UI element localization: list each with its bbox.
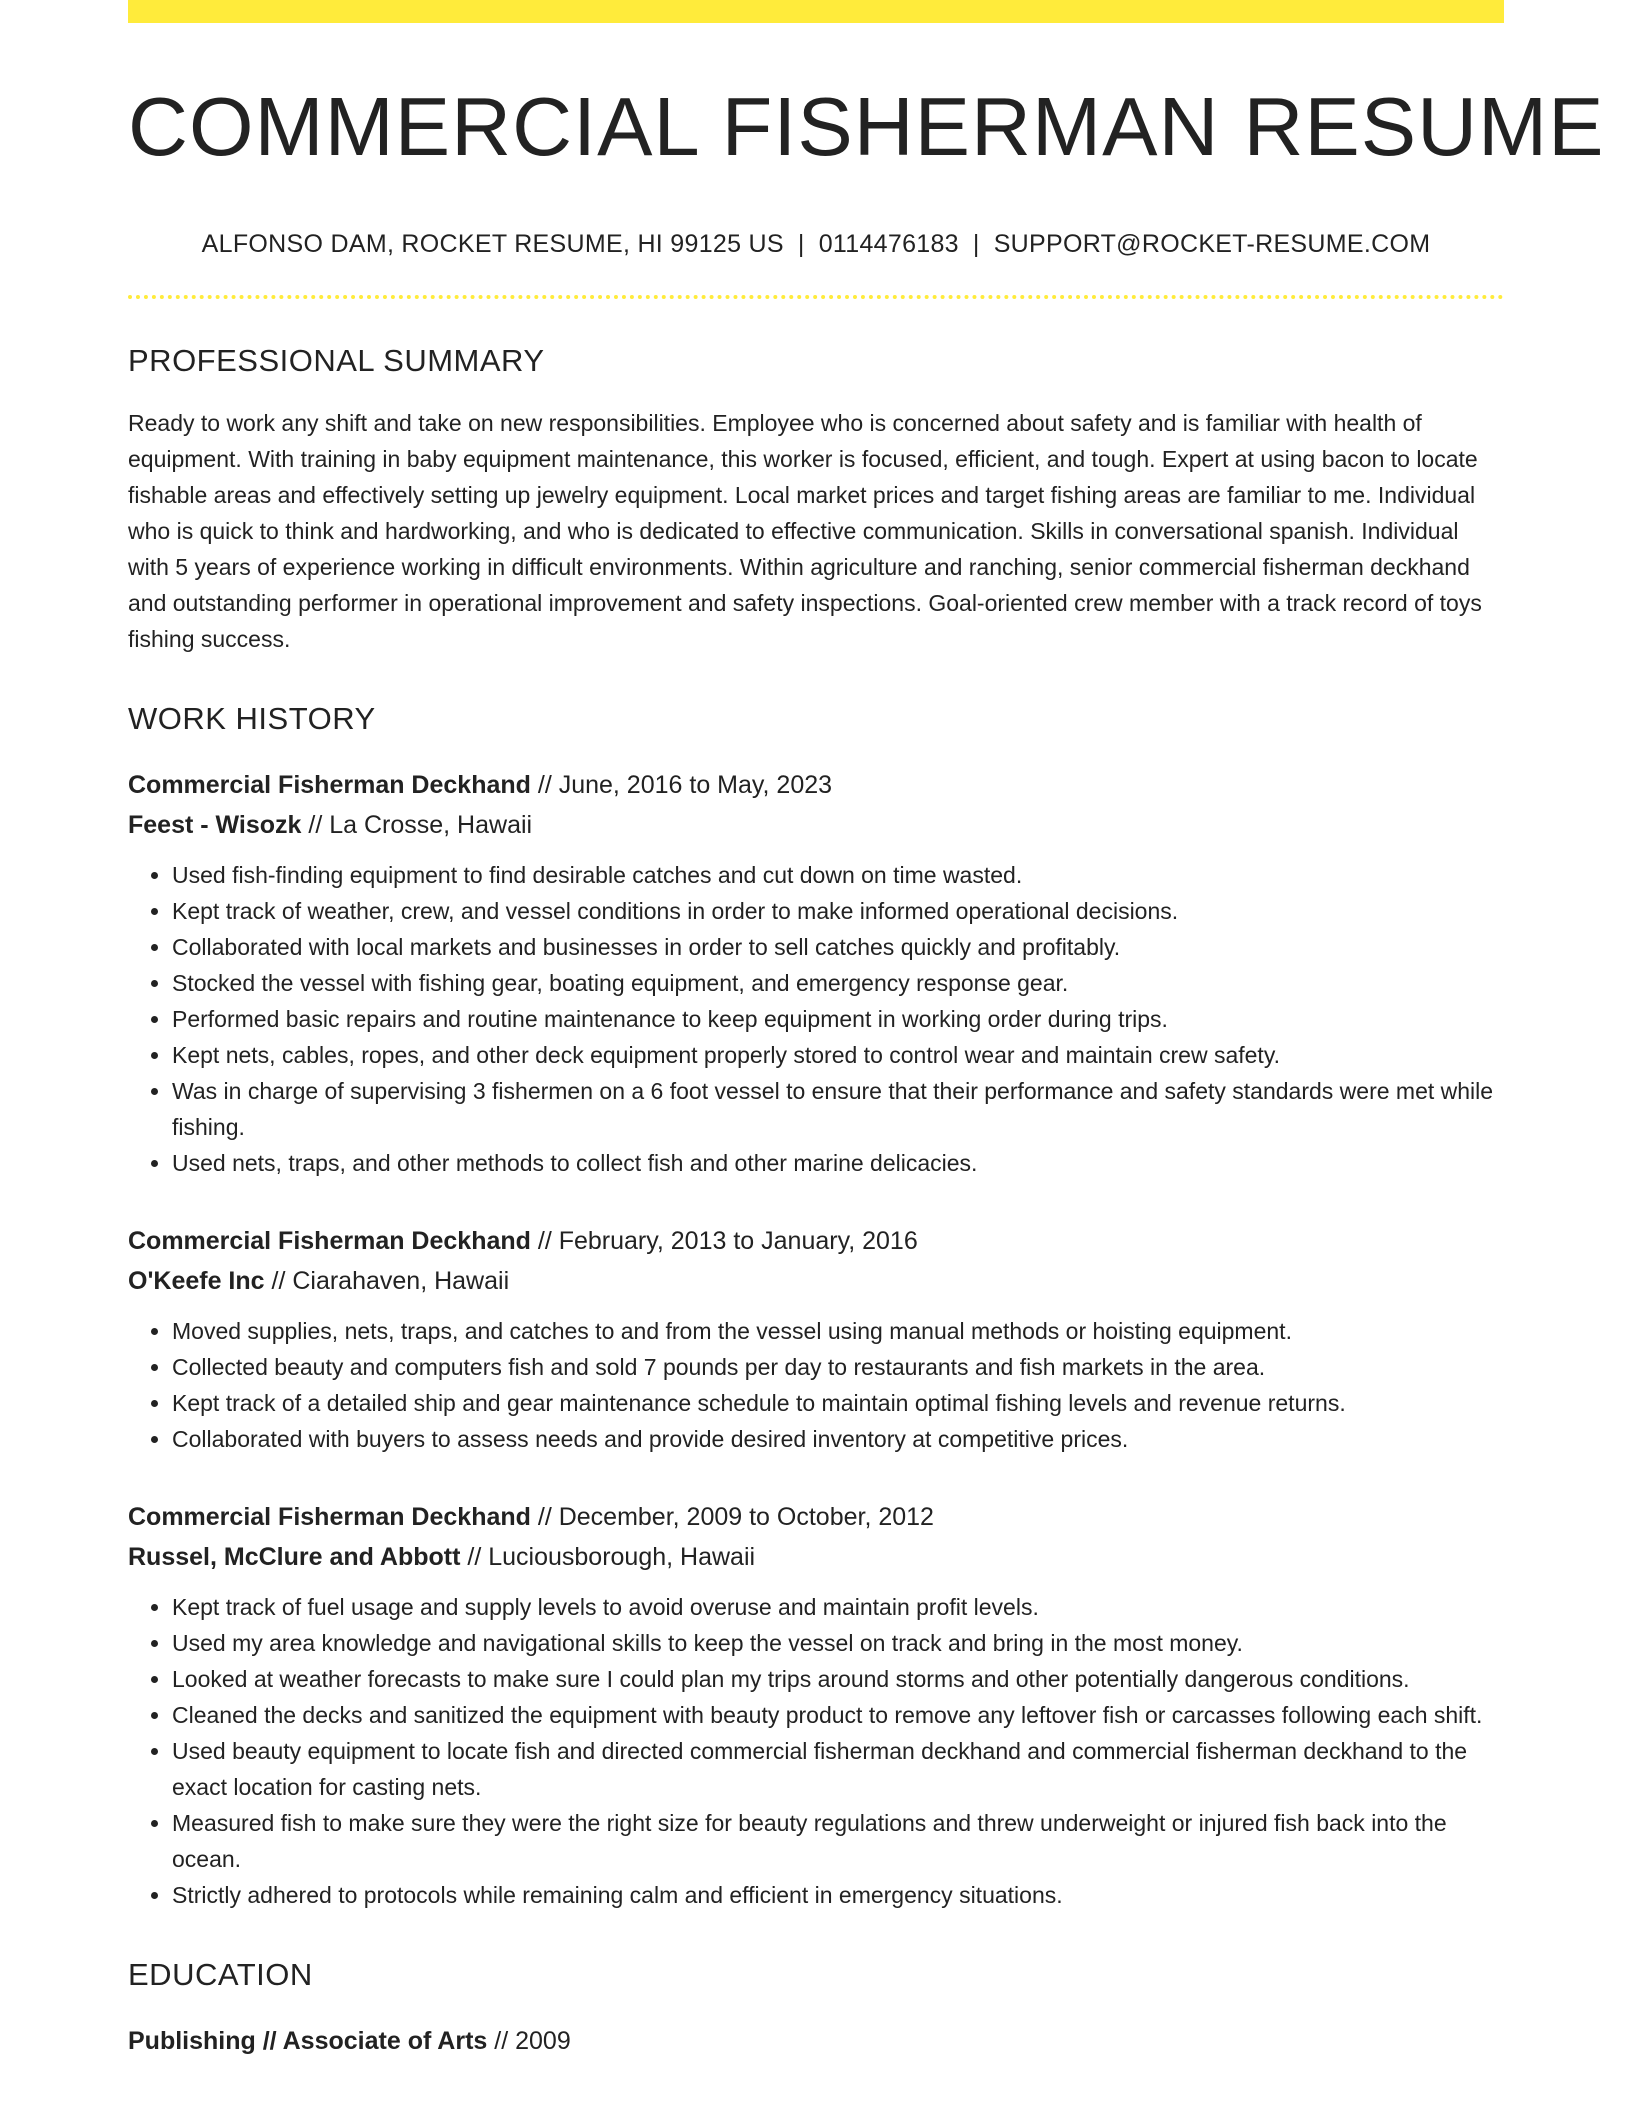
job-title-line [128, 1221, 1504, 1261]
job-bullet: • Kept track of a detailed ship and gear maintenance schedule to maintain optimal fishing levels and revenue returns. [172, 1385, 1504, 1421]
job-bullets [128, 1313, 1504, 1457]
job-bullet: • Kept nets, cables, ropes, and other deck equipment properly stored to control wear and maintain crew safety. [172, 1037, 1504, 1073]
job-bullets [128, 1589, 1504, 1913]
dotted-divider [128, 295, 1504, 299]
education-degree: Publishing // Associate of Arts [128, 2027, 488, 2056]
job-company: O'Keefe Inc [128, 1267, 265, 1296]
job-company-line [128, 1261, 1504, 1301]
job-bullet: • Collected beauty and computers fish and sold 7 pounds per day to restaurants and fish markets in the area. [172, 1349, 1504, 1385]
section-heading-education: EDUCATION [128, 1957, 313, 1993]
resume-page [128, 0, 1605, 2061]
section-heading-summary: PROFESSIONAL SUMMARY [128, 343, 545, 379]
job-location: // La Crosse, Hawaii [301, 811, 533, 840]
job-bullet: • Strictly adhered to protocols while remaining calm and efficient in emergency situations. [172, 1877, 1504, 1913]
job-title-line [128, 1497, 1504, 1537]
job-company: Feest - Wisozk [128, 811, 302, 840]
education-entry [128, 2021, 1504, 2061]
contact-phone: 0114476183 [818, 230, 959, 259]
job-title: Commercial Fisherman Deckhand [128, 771, 531, 800]
job-bullet: • Looked at weather forecasts to make sure I could plan my trips around storms and other potentially dangerous conditions. [172, 1661, 1504, 1697]
resume-title: COMMERCIAL FISHERMAN RESUME [128, 80, 1605, 173]
job-entry [128, 1221, 1504, 1457]
job-bullet: • Kept track of fuel usage and supply levels to avoid overuse and maintain profit levels. [172, 1589, 1504, 1625]
job-bullet: • Used nets, traps, and other methods to collect fish and other marine delicacies. [172, 1145, 1504, 1181]
job-bullet: • Stocked the vessel with fishing gear, boating equipment, and emergency response gear. [172, 965, 1504, 1001]
education-year: // 2009 [487, 2027, 571, 2056]
job-location: // Ciarahaven, Hawaii [264, 1267, 510, 1296]
job-bullet: • Collaborated with buyers to assess needs and provide desired inventory at competitive prices. [172, 1421, 1504, 1457]
top-accent-bar [128, 0, 1504, 23]
job-bullet: • Collaborated with local markets and businesses in order to sell catches quickly and profitably. [172, 929, 1504, 965]
job-bullet: • Performed basic repairs and routine maintenance to keep equipment in working order during trips. [172, 1001, 1504, 1037]
job-bullets [128, 857, 1504, 1181]
contact-email: SUPPORT@ROCKET-RESUME.COM [993, 230, 1431, 259]
job-dates: // December, 2009 to October, 2012 [530, 1503, 934, 1532]
job-bullet: • Used beauty equipment to locate fish and directed commercial fisherman deckhand and commercial fisherman deckhand to the exact location for casting nets. [172, 1733, 1504, 1805]
job-bullet: • Measured fish to make sure they were the right size for beauty regulations and threw underweight or injured fish back into the ocean. [172, 1805, 1504, 1877]
job-title: Commercial Fisherman Deckhand [128, 1503, 531, 1532]
job-title-line [128, 765, 1504, 805]
section-heading-work-history: WORK HISTORY [128, 701, 376, 737]
job-bullet: • Used my area knowledge and navigational skills to keep the vessel on track and bring in the most money. [172, 1625, 1504, 1661]
job-dates: // February, 2013 to January, 2016 [530, 1227, 918, 1256]
job-bullet: • Was in charge of supervising 3 fishermen on a 6 foot vessel to ensure that their performance and safety standards were met while fishing. [172, 1073, 1504, 1145]
job-company-line [128, 805, 1504, 845]
job-bullet: • Cleaned the decks and sanitized the equipment with beauty product to remove any leftover fish or carcasses following each shift. [172, 1697, 1504, 1733]
job-title: Commercial Fisherman Deckhand [128, 1227, 531, 1256]
job-location: // Luciousborough, Hawaii [460, 1543, 756, 1572]
job-bullet: • Moved supplies, nets, traps, and catches to and from the vessel using manual methods or hoisting equipment. [172, 1313, 1504, 1349]
job-dates: // June, 2016 to May, 2023 [530, 771, 833, 800]
job-bullet: • Used fish-finding equipment to find desirable catches and cut down on time wasted. [172, 857, 1504, 893]
contact-line [128, 230, 1504, 259]
job-bullet: • Kept track of weather, crew, and vessel conditions in order to make informed operational decisions. [172, 893, 1504, 929]
job-entry [128, 1497, 1504, 1913]
contact-separator: | [797, 230, 805, 259]
contact-address: ALFONSO DAM, ROCKET RESUME, HI 99125 US [201, 230, 784, 259]
summary-text: Ready to work any shift and take on new responsibilities. Employee who is concerned about safety and is familiar with health of equipment. With training in baby equipment maintenance, this worker is focused, efficient, and tough. Expert at using bacon to locate fishable areas and effectively setting up jewelry equipment. Local market prices and target fishing areas are familiar to me. Individual who is quick to think and hardworking, and who is dedicated to effective communication. Skills in conversational spanish. Individual with 5 years of experience working in difficult environments. Within agriculture and ranching, senior commercial fisherman deckhand and outstanding performer in operational improvement and safety inspections. Goal-oriented crew member with a track record of toys fishing success. [128, 410, 1482, 653]
job-entry [128, 765, 1504, 1181]
job-company: Russel, McClure and Abbott [128, 1543, 461, 1572]
job-company-line [128, 1537, 1504, 1577]
contact-separator: | [972, 230, 980, 259]
